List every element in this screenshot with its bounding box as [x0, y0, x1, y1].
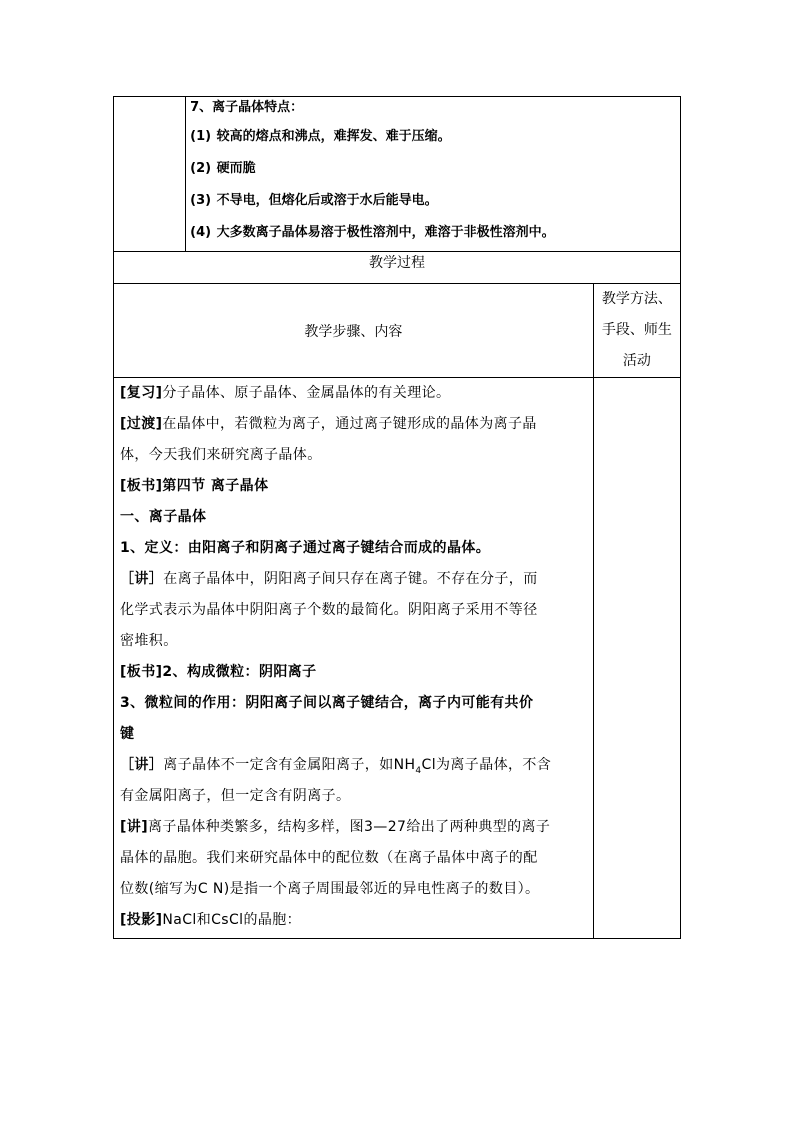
text-line: 键 [120, 726, 135, 742]
feature-item: (2) 硬而脆 [190, 161, 256, 176]
section-title: 教学过程 [114, 252, 681, 284]
text-line: 位数(缩写为C N)是指一个离子周围最邻近的异电性离子的数目）。 [120, 881, 540, 897]
text-line: ［讲］在离子晶体中，阴阳离子间只存在离子键。不存在分子，而 [120, 571, 538, 587]
text-line: 化学式表示为晶体中阴阳离子个数的最简化。阴阳离子采用不等径 [120, 602, 538, 618]
blank-label-cell [114, 97, 186, 252]
text-line: [讲]离子晶体种类繁多，结构多样，图3—27给出了两种典型的离子 [120, 819, 551, 835]
text-line: [投影]NaCl和CsCl的晶胞： [120, 912, 302, 928]
text-line: [板书]2、构成微粒：阴阳离子 [120, 664, 317, 680]
lesson-plan-table [113, 96, 681, 939]
text-line: 晶体的晶胞。我们来研究晶体中的配位数（在离子晶体中离子的配 [120, 850, 538, 866]
text-line: 体，今天我们来研究离子晶体。 [120, 447, 322, 463]
text-line: [过渡]在晶体中，若微粒为离子，通过离子键形成的晶体为离子晶 [120, 416, 537, 432]
text-line: [板书]第四节 离子晶体 [120, 478, 269, 494]
feature-item: (1) 较高的熔点和沸点，难挥发、难于压缩。 [190, 129, 451, 144]
steps-content [114, 378, 594, 939]
methods-header: 教学方法、 手段、师生 活动 [593, 284, 680, 378]
content-row [114, 378, 681, 939]
header-row [114, 284, 681, 378]
text-line: 一、离子晶体 [120, 509, 207, 525]
text-line: 3、微粒间的作用：阴阳离子间以离子键结合，离子内可能有共价 [120, 695, 534, 711]
text-line: 有金属阳离子，但一定含有阴离子。 [120, 788, 351, 804]
methods-content [593, 378, 680, 939]
steps-header: 教学步骤、内容 [114, 284, 594, 378]
feature-item: (4) 大多数离子晶体易溶于极性溶剂中，难溶于非极性溶剂中。 [190, 225, 555, 240]
section-title-row [114, 252, 681, 284]
features-title: 7、离子晶体特点： [190, 100, 304, 115]
features-row [114, 97, 681, 252]
feature-item: (3) 不导电，但熔化后或溶于水后能导电。 [190, 193, 438, 208]
features-cell [186, 97, 681, 252]
text-line: 密堆积。 [120, 633, 178, 649]
text-line: ［讲］离子晶体不一定含有金属阳离子，如$NH_4Cl$为离子晶体，不含 [120, 757, 552, 776]
text-line: [复习]分子晶体、原子晶体、金属晶体的有关理论。 [120, 385, 451, 401]
text-line: 1、定义：由阳离子和阴离子通过离子键结合而成的晶体。 [120, 540, 491, 556]
